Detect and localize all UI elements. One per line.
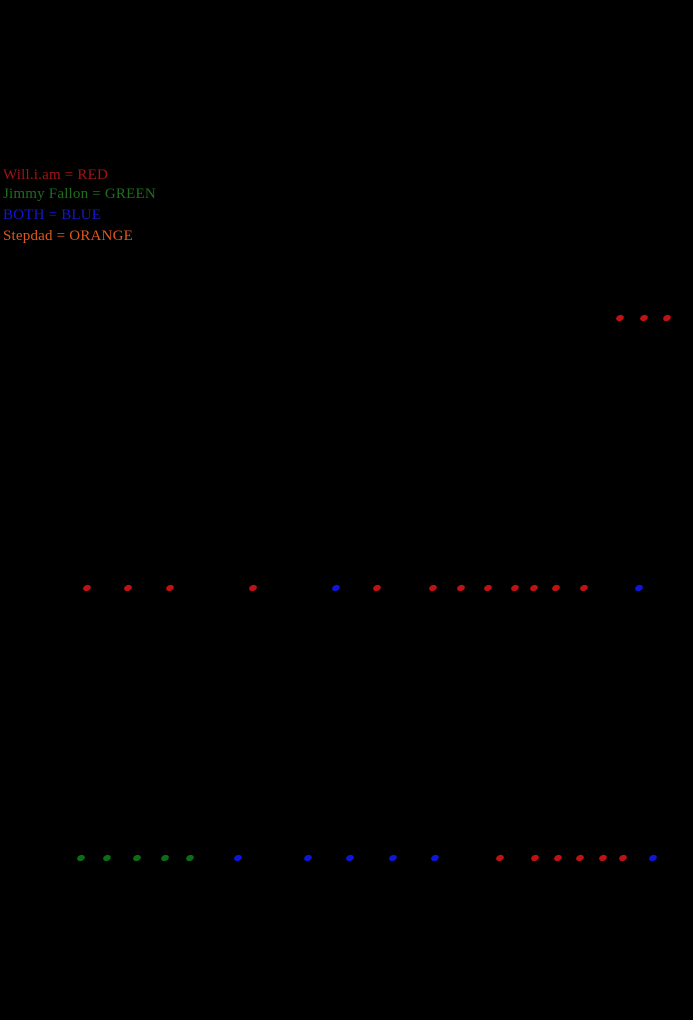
dot [372, 584, 382, 593]
dot [123, 584, 133, 593]
dot [76, 854, 86, 863]
dot [575, 854, 585, 863]
dot [248, 584, 258, 593]
dot [639, 314, 649, 323]
dot [165, 584, 175, 593]
legend-item-william: Will.i.am = RED [3, 167, 109, 183]
dot [551, 584, 561, 593]
dot [82, 584, 92, 593]
dot [530, 854, 540, 863]
dot [529, 584, 539, 593]
dot [495, 854, 505, 863]
dot [662, 314, 672, 323]
dot [160, 854, 170, 863]
dot [615, 314, 625, 323]
dot [388, 854, 398, 863]
dot [598, 854, 608, 863]
dot [618, 854, 628, 863]
dot [428, 584, 438, 593]
dot [185, 854, 195, 863]
legend-item-both: BOTH = BLUE [3, 207, 102, 223]
dot [456, 584, 466, 593]
legend-item-jimmy-fallon: Jimmy Fallon = GREEN [3, 186, 156, 202]
dot [345, 854, 355, 863]
dot [233, 854, 243, 863]
dot [579, 584, 589, 593]
dot [634, 584, 644, 593]
dot [483, 584, 493, 593]
legend-item-stepdad: Stepdad = ORANGE [3, 228, 133, 244]
dot [331, 584, 341, 593]
dot [510, 584, 520, 593]
dot [132, 854, 142, 863]
dot [553, 854, 563, 863]
dot [430, 854, 440, 863]
dot [102, 854, 112, 863]
dot [648, 854, 658, 863]
dot [303, 854, 313, 863]
